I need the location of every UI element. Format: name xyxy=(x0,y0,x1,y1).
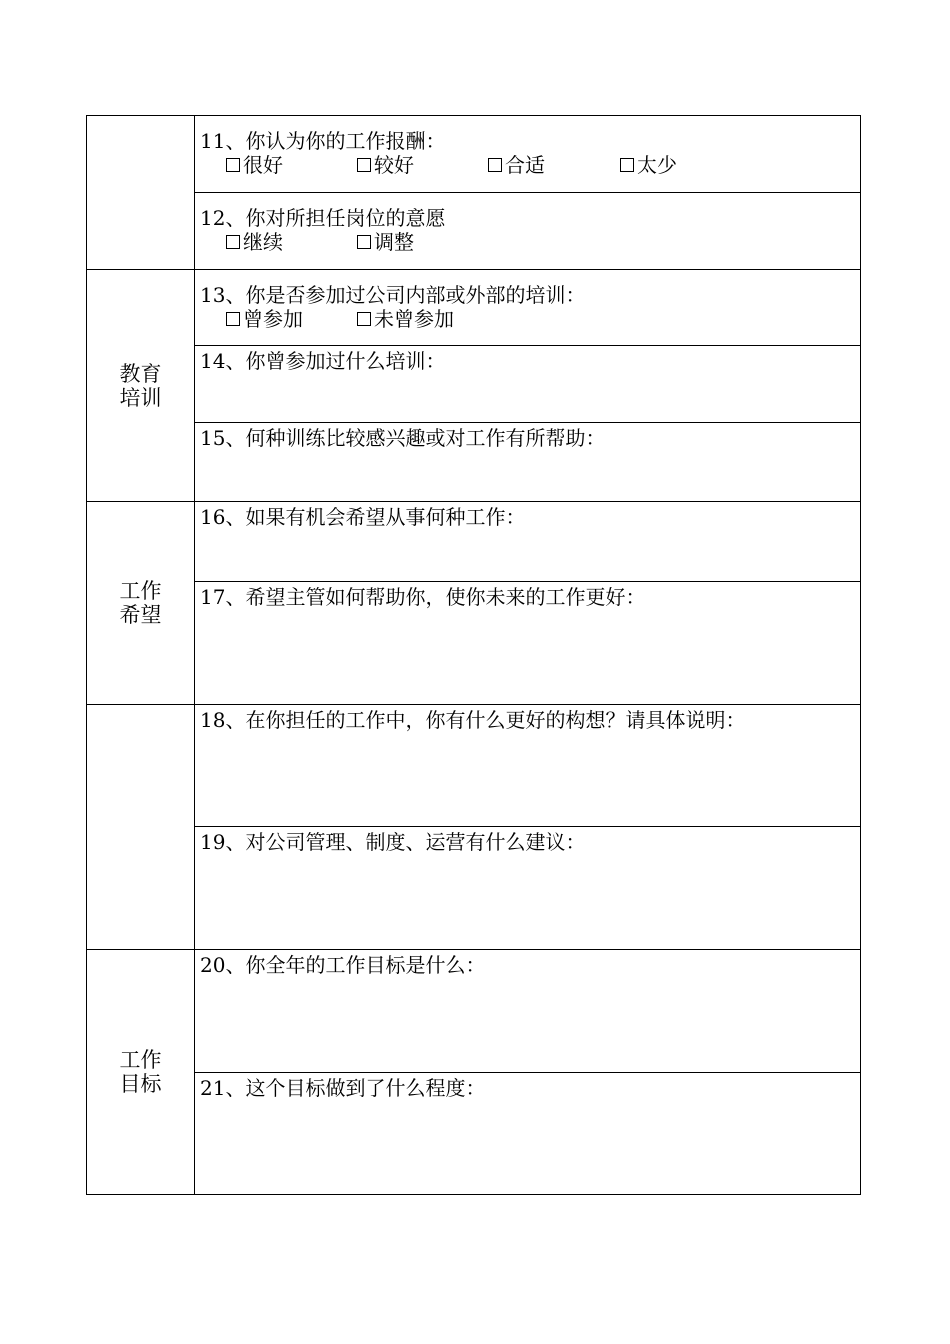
question-text: 18、在你担任的工作中，你有什么更好的构想？请具体说明： xyxy=(200,708,746,732)
question-cell-20 xyxy=(195,950,861,1073)
checkbox-icon[interactable] xyxy=(357,158,371,172)
question-cell-19 xyxy=(195,827,861,950)
table-row xyxy=(87,950,861,1073)
options-row xyxy=(200,153,860,177)
question-cell-11 xyxy=(195,116,861,193)
question-cell-13 xyxy=(195,270,861,346)
section-label-cell xyxy=(87,116,195,270)
checkbox-icon[interactable] xyxy=(357,312,371,326)
question-text: 17、希望主管如何帮助你，使你未来的工作更好： xyxy=(200,585,646,609)
survey-form-table xyxy=(86,115,861,1195)
question-text: 21、这个目标做到了什么程度： xyxy=(200,1076,486,1100)
question-cell-17 xyxy=(195,582,861,705)
options-row xyxy=(200,230,860,254)
section-label-cell xyxy=(87,502,195,705)
section-label: 教育 xyxy=(119,361,162,386)
checkbox-icon[interactable] xyxy=(226,235,240,249)
section-label: 工作 xyxy=(119,1048,162,1072)
section-label: 希望 xyxy=(119,603,162,627)
table-row xyxy=(87,116,861,193)
checkbox-icon[interactable] xyxy=(488,158,502,172)
option-too-little[interactable]: 太少 xyxy=(620,153,677,177)
table-row xyxy=(87,502,861,582)
section-label: 培训 xyxy=(119,385,162,410)
question-text: 11、你认为你的工作报酬： xyxy=(200,129,446,153)
option-suitable[interactable]: 合适 xyxy=(488,153,620,177)
section-label: 工作 xyxy=(119,579,162,603)
question-text: 19、对公司管理、制度、运营有什么建议： xyxy=(200,830,586,854)
table-row xyxy=(87,346,861,423)
option-attended[interactable]: 曾参加 xyxy=(226,307,357,331)
question-text: 15、何种训练比较感兴趣或对工作有所帮助： xyxy=(200,426,606,450)
section-label: 目标 xyxy=(119,1072,162,1096)
table-row xyxy=(87,827,861,950)
checkbox-icon[interactable] xyxy=(357,235,371,249)
table-row xyxy=(87,705,861,827)
question-cell-18 xyxy=(195,705,861,827)
table-row xyxy=(87,270,861,346)
question-cell-15 xyxy=(195,423,861,502)
table-row xyxy=(87,1073,861,1195)
question-text: 16、如果有机会希望从事何种工作： xyxy=(200,505,526,529)
option-good[interactable]: 较好 xyxy=(357,153,488,177)
question-cell-16 xyxy=(195,502,861,582)
checkbox-icon[interactable] xyxy=(226,158,240,172)
checkbox-icon[interactable] xyxy=(226,312,240,326)
question-text: 14、你曾参加过什么培训： xyxy=(200,349,446,373)
question-cell-21 xyxy=(195,1073,861,1195)
question-text: 13、你是否参加过公司内部或外部的培训： xyxy=(200,283,586,307)
option-not-attended[interactable]: 未曾参加 xyxy=(357,307,454,331)
table-row xyxy=(87,423,861,502)
checkbox-icon[interactable] xyxy=(620,158,634,172)
question-cell-14 xyxy=(195,346,861,423)
option-very-good[interactable]: 很好 xyxy=(226,153,357,177)
section-label-cell xyxy=(87,950,195,1195)
option-continue[interactable]: 继续 xyxy=(226,230,357,254)
section-label-cell xyxy=(87,705,195,950)
question-cell-12 xyxy=(195,193,861,270)
options-row xyxy=(200,307,860,331)
option-adjust[interactable]: 调整 xyxy=(357,230,414,254)
question-text: 20、你全年的工作目标是什么： xyxy=(200,953,486,977)
table-row xyxy=(87,193,861,270)
table-row xyxy=(87,582,861,705)
question-text: 12、你对所担任岗位的意愿 xyxy=(200,206,446,230)
section-label-cell xyxy=(87,270,195,502)
